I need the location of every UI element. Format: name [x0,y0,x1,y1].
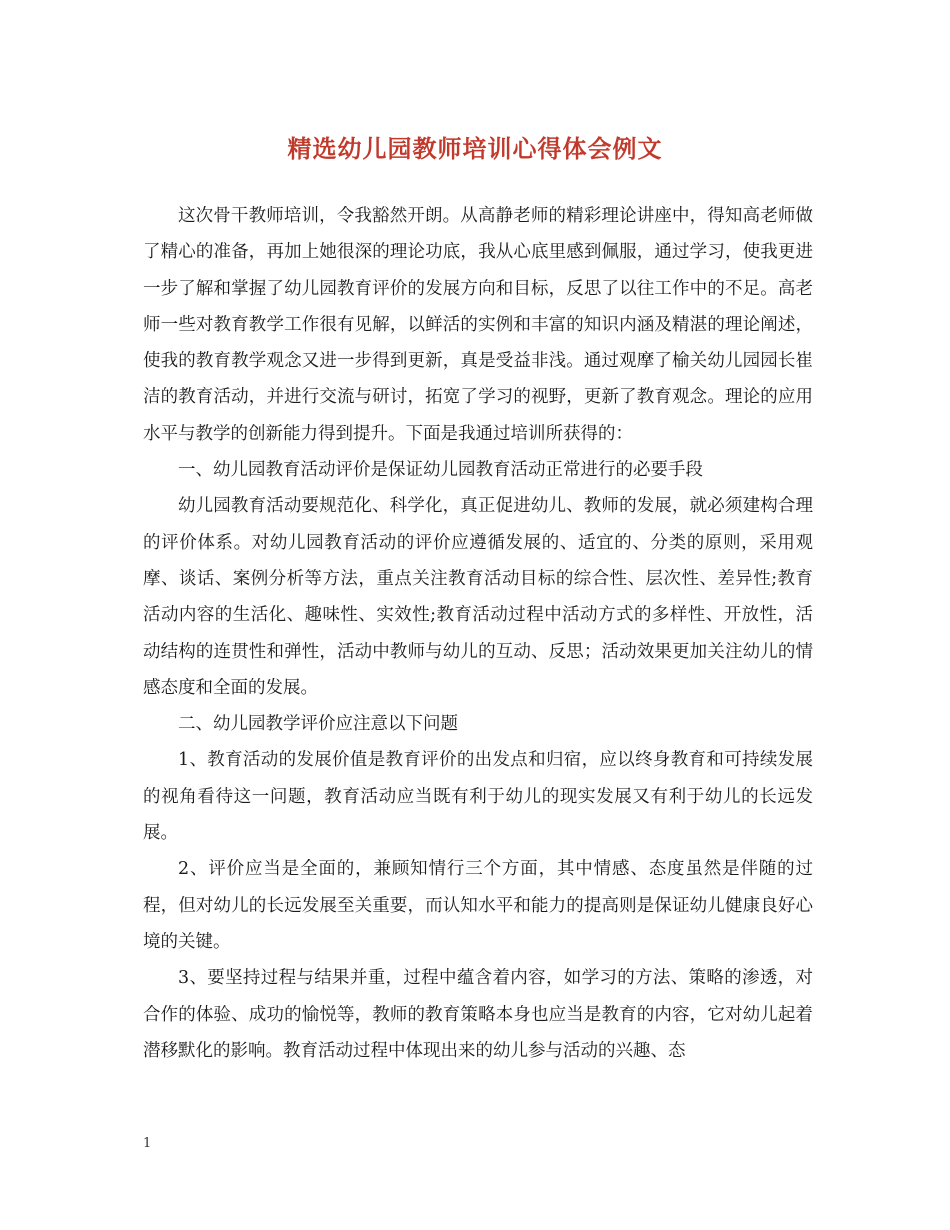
section-heading-2: 二、幼儿园教学评价应注意以下问题 [178,714,458,735]
document-body [143,198,813,1069]
list-item-2: 2、评价应当是全面的，兼顾知情行三个方面，其中情感、态度虽然是伴随的过程，但对幼儿的长远发展至关重要，而认知水平和能力的提高则是保证幼儿健康良好心境的关键。 [143,859,813,952]
section-heading-1: 一、幼儿园教育活动评价是保证幼儿园教育活动正常进行的必要手段 [178,460,703,481]
paragraph-evaluation-system: 幼儿园教育活动要规范化、科学化，真正促进幼儿、教师的发展，就必须建构合理的评价体系。对幼儿园教育活动的评价应遵循发展的、适宜的、分类的原则，采用观摩、谈话、案例分析等方法，重点关注教育活动目标的综合性、层次性、差异性;教育活动内容的生活化、趣味性、实效性;教育活动过程中活动方式的多样性、开放性，活动结构的连贯性和弹性，活动中教师与幼儿的互动、反思；活动效果更加关注幼儿的情感态度和全面的发展。 [143,496,813,698]
list-item-3: 3、要坚持过程与结果并重，过程中蕴含着内容，如学习的方法、策略的渗透，对合作的体验、成功的愉悦等，教师的教育策略本身也应当是教育的内容，它对幼儿起着潜移默化的影响。教育活动过程中体现出来的幼儿参与活动的兴趣、态 [143,968,813,1061]
paragraph-intro: 这次骨干教师培训，令我豁然开朗。从高静老师的精彩理论讲座中，得知高老师做了精心的准备，再加上她很深的理论功底，我从心底里感到佩服，通过学习，使我更进一步了解和掌握了幼儿园教育评价的发展方向和目标，反思了以往工作中的不足。高老师一些对教育教学工作很有见解，以鲜活的实例和丰富的知识内涵及精湛的理论阐述，使我的教育教学观念又进一步得到更新，真是受益非浅。通过观摩了榆关幼儿园园长崔洁的教育活动，并进行交流与研讨，拓宽了学习的视野，更新了教育观念。理论的应用水平与教学的创新能力得到提升。下面是我通过培训所获得的： [143,206,813,444]
list-item-1: 1、教育活动的发展价值是教育评价的出发点和归宿，应以终身教育和可持续发展的视角看待这一问题，教育活动应当既有利于幼儿的现实发展又有利于幼儿的长远发展。 [143,750,813,844]
document-title: 精选幼儿园教师培训心得体会例文 [287,134,663,163]
page-number: 1 [143,1136,152,1151]
